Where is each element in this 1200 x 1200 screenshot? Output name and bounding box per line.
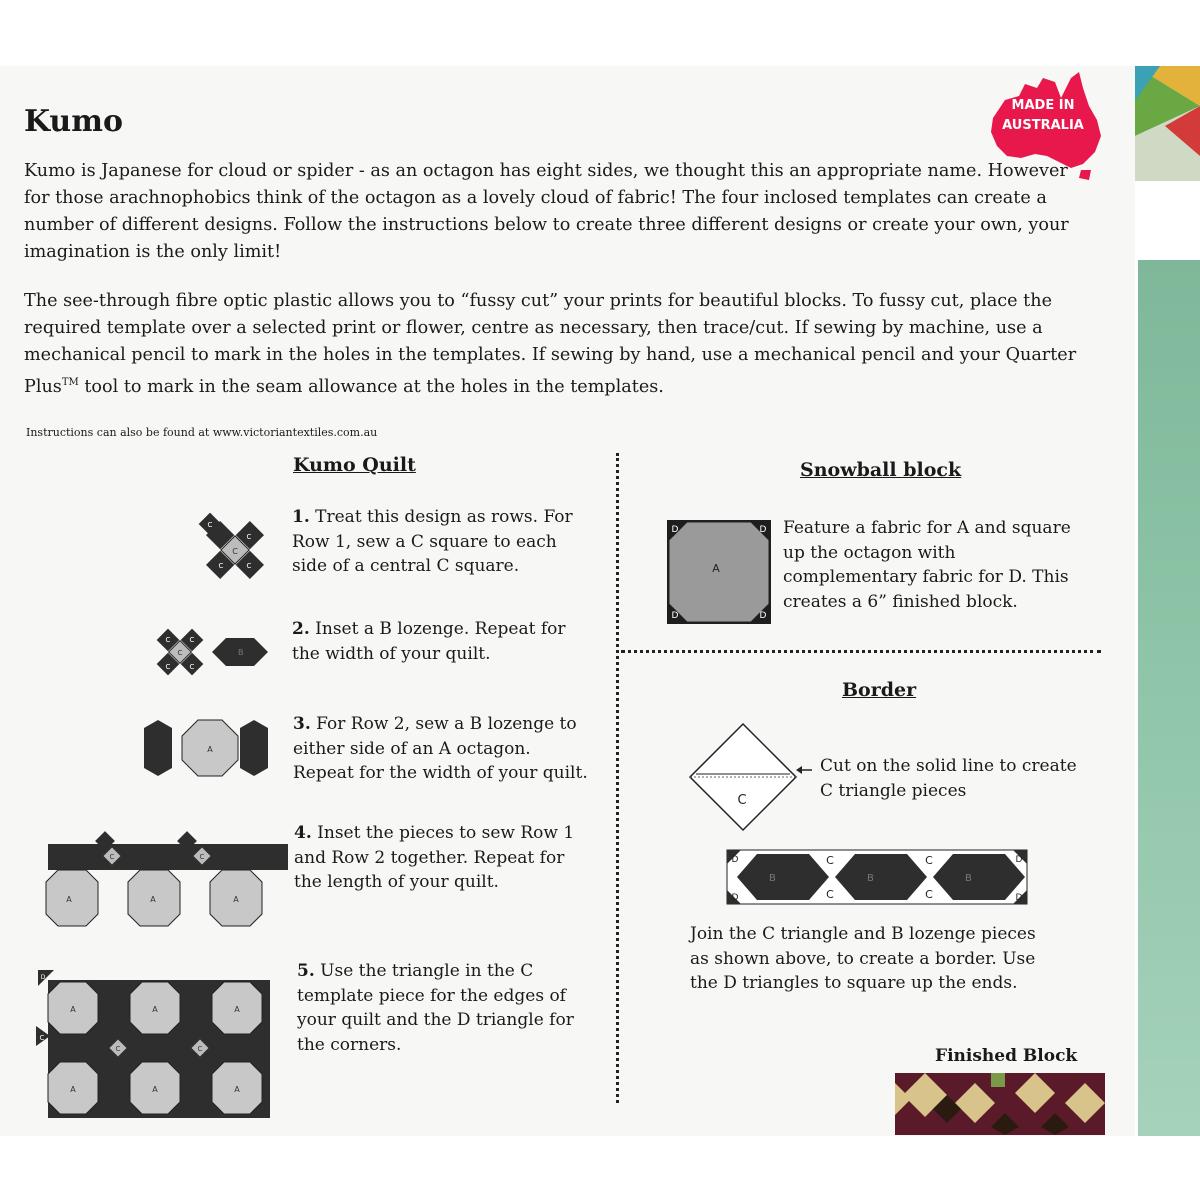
badge-line-1: MADE IN	[1011, 98, 1075, 113]
label-a: A	[207, 745, 213, 754]
fussy-cut-text: The see-through fibre optic plastic allows you to “fussy cut” your prints for beautiful blocks. To fussy cut, place the required template over a selected print or flower, centre as necessary, then trace/cut. If sewing by machine, use a mechanical pencil to mark in the holes in the templates. If sewing by hand, use a mechanical pencil and your Quarter Plus	[24, 291, 1077, 397]
step-text: Inset a B lozenge. Repeat for the width of your quilt.	[292, 619, 566, 664]
label-b: B	[238, 648, 244, 657]
label-d: D	[671, 611, 679, 621]
label-d: D	[1015, 855, 1023, 865]
vertical-divider	[616, 453, 619, 1103]
step-number: 2.	[292, 619, 310, 639]
trademark-symbol: TM	[61, 377, 79, 388]
label-c: C	[165, 636, 171, 644]
label-c: C	[197, 1045, 203, 1053]
badge-line-2: AUSTRALIA	[1002, 118, 1084, 133]
step-text: Inset the pieces to sew Row 1 and Row 2 together. Repeat for the length of your quilt.	[294, 823, 575, 892]
fussy-cut-paragraph	[24, 288, 1104, 401]
kumo-step-5	[297, 959, 587, 1057]
label-c: C	[232, 547, 238, 556]
snowball-block-text: Feature a fabric for A and square up the octagon with complementary fabric for D. This creates a 6” finished block.	[783, 518, 1071, 612]
label-c: C	[826, 888, 834, 901]
step-number: 5.	[297, 961, 315, 981]
snowball-block-heading: Snowball block	[800, 459, 962, 481]
kumo-step-4	[294, 821, 594, 895]
label-a: A	[233, 895, 239, 904]
label-c: C	[39, 1034, 45, 1042]
label-c: C	[207, 521, 213, 529]
border-cut-text: Cut on the solid line to create C triangle pieces	[820, 756, 1077, 801]
label-d: D	[671, 525, 679, 535]
border-join-text: Join the C triangle and B lozenge pieces as shown above, to create a border. Use the D triangles to square up the ends.	[690, 924, 1036, 993]
label-c: C	[189, 663, 195, 671]
label-b: B	[769, 873, 776, 884]
kumo-quilt-heading: Kumo Quilt	[293, 454, 416, 476]
label-d: D	[1015, 893, 1023, 903]
label-c: C	[115, 1045, 121, 1053]
label-c: C	[246, 562, 252, 570]
step-3-diagram	[142, 718, 272, 778]
label-b: B	[867, 873, 874, 884]
step-number: 4.	[294, 823, 312, 843]
label-c: C	[177, 649, 183, 657]
intro-paragraph: Kumo is Japanese for cloud or spider - as an octagon has eight sides, we thought this an appropriate name. However for those arachnophobics think of the octagon as a lovely cloud of fabric! The four inclosed templates can create a number of different designs. Follow the instructions below to create three different designs or create your own, your imagination is the only limit!	[24, 161, 1069, 262]
label-c: C	[925, 854, 933, 867]
c-template-diagram	[688, 722, 818, 852]
label-a: A	[66, 895, 72, 904]
label-d: D	[40, 974, 46, 981]
snowball-block-diagram	[667, 520, 771, 624]
label-a: A	[70, 1005, 76, 1014]
step-number: 3.	[293, 714, 311, 734]
kumo-step-3	[293, 712, 593, 786]
label-a: A	[152, 1085, 158, 1094]
cover-green-edge	[1138, 260, 1200, 1136]
label-a: A	[234, 1005, 240, 1014]
label-a: A	[152, 1005, 158, 1014]
label-b: B	[965, 873, 972, 884]
finished-block-photo	[895, 1073, 1105, 1135]
label-d: D	[759, 611, 767, 621]
label-d: D	[731, 855, 739, 865]
label-c: C	[737, 793, 747, 808]
label-c: C	[826, 854, 834, 867]
label-a: A	[712, 562, 720, 575]
horizontal-divider	[621, 650, 1101, 653]
border-heading: Border	[842, 679, 917, 701]
border-strip-diagram	[727, 850, 1027, 904]
label-c: C	[199, 853, 205, 861]
fussy-cut-text-end: tool to mark in the seam allowance at the holes in the templates.	[78, 376, 664, 397]
instructions-website-note: Instructions can also be found at www.victoriantextiles.com.au	[26, 426, 378, 439]
kumo-step-1	[292, 505, 592, 579]
label-c: C	[925, 888, 933, 901]
label-c: C	[109, 853, 115, 861]
label-d: D	[759, 525, 767, 535]
step-5-diagram	[34, 968, 274, 1118]
page-title: Kumo	[24, 104, 123, 139]
label-c: C	[246, 533, 252, 541]
label-d: D	[731, 893, 739, 903]
cover-corner-graphic	[1135, 66, 1200, 181]
label-c: C	[165, 663, 171, 671]
label-a: A	[150, 895, 156, 904]
badge-text	[985, 96, 1101, 136]
step-number: 1.	[292, 507, 310, 527]
step-2-diagram	[150, 622, 270, 682]
finished-block-label: Finished Block	[935, 1046, 1078, 1066]
step-4-diagram	[40, 830, 290, 930]
step-text: For Row 2, sew a B lozenge to either side of an A octagon. Repeat for the width of your quilt.	[293, 714, 588, 783]
step-text: Treat this design as rows. For Row 1, sew a C square to each side of a central C square.	[292, 507, 573, 576]
step-1-diagram	[200, 512, 270, 582]
label-c: C	[218, 562, 224, 570]
kumo-step-2	[292, 617, 592, 666]
label-a: A	[234, 1085, 240, 1094]
label-c: C	[189, 636, 195, 644]
step-text: Use the triangle in the C template piece for the edges of your quilt and the D triangle for the corners.	[297, 961, 574, 1055]
label-a: A	[70, 1085, 76, 1094]
